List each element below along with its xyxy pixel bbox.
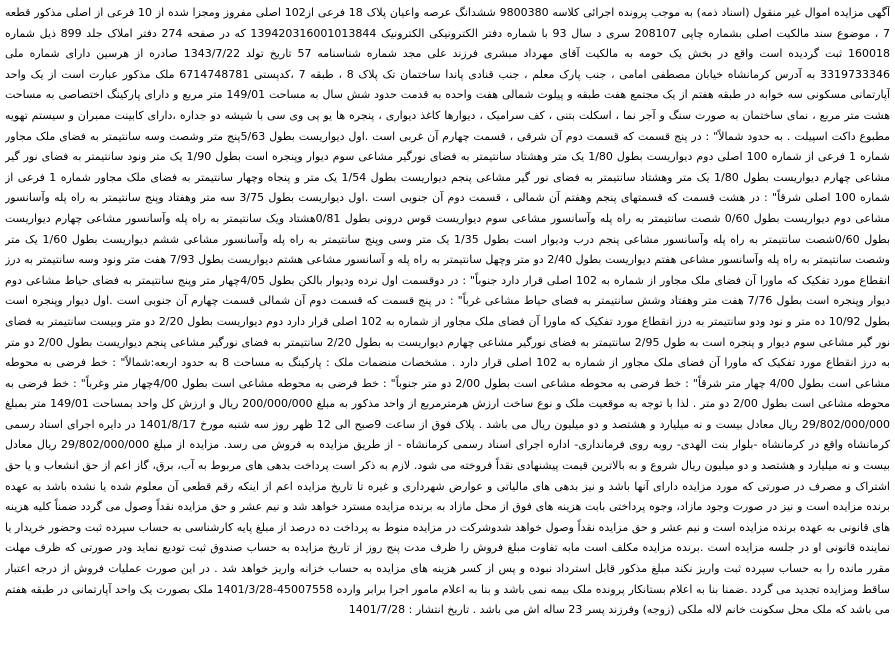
notice-text: آگهی مزایده اموال غیر منقول (اسناد ذمه) به موجب پرونده اجرائی کلاسه 9800380 ششدانگ عرصه واعیان پلاک 18 فرعی از102 اصلی مفروز ومجزا شده از 10 فرعی از اصلی مذکور قطعه 7 ، موضوع سند مالکیت اصلی بشماره چاپی 208107 سری د سال 93 با شماره دفتر الکترونیکی الکترونیک 139420316001013844 که در صفحه 274 دفتر املاک جلد 899 ذیل شماره 160018 ثبت گردیده است واقع در بخش یک حومه به مالکیت آقای مهرداد مبشری فرزند علی مجد شماره شناسنامه 57 تاریخ تولد 1343/7/22 صادره از هرسین دارای شماره ملی 3319733346 به آدرس کرمانشاه خیابان مصطفی امامی ، جنب پارک معلم ، جنب قنادی پاندا ساختمان تک پلاک 8 ، طبقه 7 ،کدپستی 6714748781 ملک مذکور عبارت است از یک واحد آپارتمانی مسکونی سه خوابه در طبقه هفتم از یک مجتمع هفت طبقه و پیلوت شمالی هفت واحده به قدمت حدود شش سال به مساحت 149/01 متر مربع و دارای پارکینگ اختصاصی به مساحت هشت متر مربع ، نمای ساختمان به صورت سنگ و آجر نما ، اسکلت بتنی ، کف سرامیک ، دیوارها کاغذ دیواری ، پنجره ها یو پی وی سی با شیشه دو جداره ،دارای کابینت ممبران و سیستم تهویه مطبوع داکت اسپیلت . به حدود شمالاً" : در پنج قسمت که قسمت دوم آن شرقی ، قسمت چهارم آن غربی است .اول دیواریست بطول 5/63پنج متر وشصت وسه سانتیمتر به فضای ملک مجاور شماره 1 فرعی از شماره 100 اصلی دوم دیواریست بطول 1/80 یک متر وهشتاد سانتیمتر به فضای نورگیر مشاعی سوم دیوار وپنجره است بطول 1/90 یک متر ونود سانتیمتر به فضای نور گیر مشاعی چهارم دیواریست بطول 1/80 یک متر وهشتاد سانتیمتر به فضای نور گیر مشاعی پنجم دیواریست بطول 1/54 یک متر و پنجاه وچهار سانتیمتر به فضای ملک مجاور شماره 1 فرعی از شماره 100 اصلی شرقاً" : در هشت قسمت که قسمتهای پنجم وهفتم آن شمالی ، قسمت دوم آن جنوبی است .اول دیواریست بطول 3/75 سه متر وهفتاد وپنج سانتیمتر به راه پله وآسانسور مشاعی دوم دیواریست بطول 0/60 شصت سانتیمتر به راه پله وآسانسور مشاعی سوم دیواریست قوس درونی بطول 0/81هشتاد ویک سانتیمتر به راه پله وآسانسور مشاعی چهارم دیواریست بطول 0/60شصت سانتیمتر به راه پله وآسانسور مشاعی پنجم درب ودیوار است بطول 1/35 یک متر وسی وپنج سانتیمتر به راه پله وآسانسور مشاعی ششم دیواریست بطول 1/60 یک متر وشصت سانتیمتر به راه پله وآسانسور مشاعی هفتم دیواریست بطول 2/40 دو متر وچهل سانتیمتر به راه پله و آسانسور مشاعی هشتم دیواریست بطول 7/93 هفت متر ونود وسه سانتیمتر به درز انقطاع مورد تفکیک که ماورا آن فضای ملک مجاور از شماره به 102 اصلی قرار دارد جنوباً" : در دوقسمت اول نرده ودیوار بالکن بطول 4/05چهار متر وپنج سانتیمتر به فضای حیاط مشاعی دوم دیوار وپنجره است بطول 7/76 هفت متر وهفتاد وشش سانتیمتر به فضای حیاط مشاعی غرباً" : در پنج قسمت که قسمت دوم آن شمالی قسمت چهارم آن جنوبی است .اول دیوار وپنجره است بطول 10/92 ده متر و نود ودو سانتیمتر به درز انقطاع مورد تفکیک که ماورا آن فضای ملک مجاور از شماره به 102 اصلی قرار دارد دوم دیواریست بطول 2/20 دو متر وبیست سانتیمتر به فضای نور گیر مشاعی سوم دیوار و پنجره است به طول 2/95 سانتیمتر به فضای نورگیر مشاعی چهارم دیواریست به بطول 2/20 سانتیمتر به فضای نورگیر مشاعی پنجم دیواریست بطول 2/00 دو متر به درز انقطاع مورد تفکیک که ماورا آن فضای ملک مجاور از شماره به 102 اصلی قرار دارد . مشخصات منضمات ملک : پارکینگ به مساحت 8 به حدود اربعه:شمالاً" : خط فرضی به محوطه مشاعی است بطول 4/00 چهار متر شرقاً" : خط فرضی به محوطه مشاعی است بطول 2/00 دو متر جنوباً" : خط فرضی به محوطه مشاعی است بطول 4/00چهار متر وغرباً" : خط فرضی به محوطه مشاعی است بطول 2/00 دو متر . لذا با توجه به موقعیت ملک و نوع ساخت ارزش هرمترمربع از واحد مذکور به مبلغ 200/000/000 ریال و ارزش کل واحد بمساحت 149/01 متر بمبلغ 29/802/000/000 ریال معادل بیست و نه میلیارد و هشتصد و دو میلیون ریال می باشد . پلاک فوق از ساعت 9صبح الی 12 ظهر روز سه شنبه مورخ 1401/8/17 در دایره اجرای اسناد رسمی کرمانشاه واقع در کرمانشاه -بلوار بنت الهدی- روبه روی فرمانداری- اداره اجرای اسناد رسمی کرمانشاه - از طریق مزایده به فروش می رسد. مزایده از مبلغ 29/802/000/000 ریال معادل بیست و نه میلیارد و هشتصد و دو میلیون ریال شروع و به بالاترین قیمت پیشنهادی نقداً فروخته می شود. لازم به ذکر است پرداخت بدهی های مربوط به آب، برق، گاز اعم از حق انشعاب و یا حق اشتراک و مصرف در صورتی که مورد مزایده دارای آنها باشد و نیز بدهی های مالیاتی و عوارض شهرداری و غیره تا تاریخ مزایده اعم از اینکه رقم قطعی آن معلوم شده یا نشده باشد به عهده برنده مزایده است و نیز در صورت وجود مازاد، وجوه پرداختی بابت هزینه های فوق از محل مازاد به برنده مزایده مسترد خواهد شد و نیم عشر و حق مزایده نقداً وصول می گردد ضمناً کلیه هزینه های قانونی به عهده برنده مزایده است و نیم عشر و حق مزایده نقداً وصول خواهد شدوشرکت در مزایده منوط به پرداخت ده درصد از مبلغ پایه کارشناسی به حساب سپرده ثبت وحضور خریدار یا نماینده قانونی او در جلسه مزایده است .برنده مزایده مکلف است مابه تفاوت مبلغ فروش را ظرف مدت پنج روز از تاریخ مزایده به حساب صندوق ثبت تودیع نماید ودر صورتی که ظرف مهلت مقرر مانده را به حساب سپرده ثبت واریز نکند مبلغ مذکور قابل استرداد نبوده و پس از کسر هزینه های مزایده به حساب خزانه واریز خواهد شد . در این صورت عملیات فروش از درجه اعتبار ساقط ومزایده تجدید می گردد .ضمنا بنا به اعلام بستانکار پرونده ملک بیمه نمی باشد و بنا به اعلام مامور اجرا برابر وارده 45007558-1401/3/28 ملک بصورت یک واحد آپارتمانی در طبقه هفتم می باشد که ملک محل سکونت خانم لاله ملکی (زوجه) وفرزند پسر 23 ساله اش می باشد . تاریخ انتشار : 1401/7/28 <box>5 6 890 617</box>
auction-notice <box>5 3 890 648</box>
